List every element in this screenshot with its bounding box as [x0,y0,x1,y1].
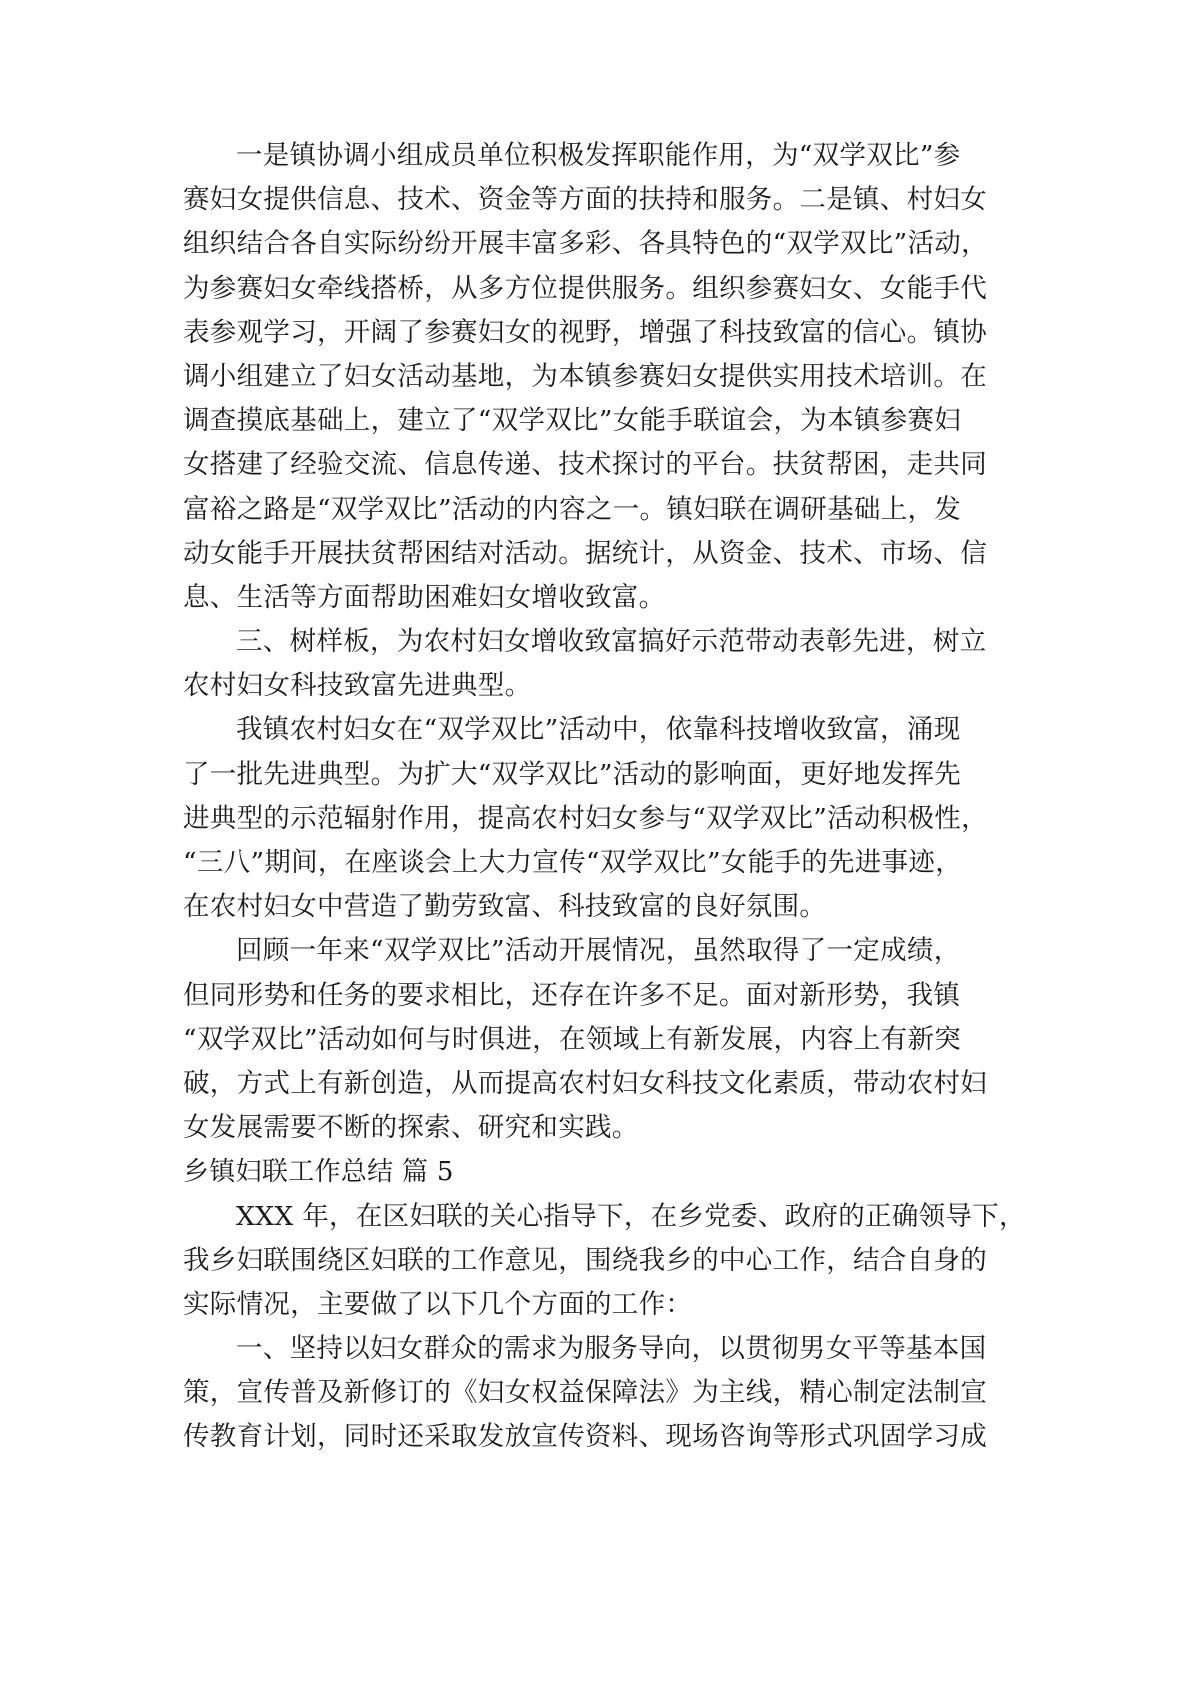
document-body [183,134,1026,1460]
text-line: 调小组建立了妇女活动基地，为本镇参赛妇女提供实用技术培训。在 [183,360,987,392]
text-line: XXX 年，在区妇联的关心指导下，在乡党委、政府的正确领导下， [236,1200,1026,1232]
text-line: 回顾一年来“双学双比”活动开展情况，虽然取得了一定成绩， [236,935,961,967]
text-line: 进典型的示范辐射作用，提高农村妇女参与“双学双比”活动积极性， [183,802,988,834]
text-line: 但同形势和任务的要求相比，还存在许多不足。面对新形势，我镇 [183,979,961,1011]
text-line: 女搭建了经验交流、信息传递、技术探讨的平台。扶贫帮困，走共同 [183,449,987,481]
text-line: 组织结合各自实际纷纷开展丰富多彩、各具特色的“双学双比”活动， [183,228,988,260]
text-line: 三、树样板，为农村妇女增收致富搞好示范带动表彰先进，树立 [236,626,987,658]
text-line: “双学双比”活动如何与时俱进，在领域上有新发展，内容上有新突 [183,1023,962,1055]
text-line: 传教育计划，同时还采取发放宣传资料、现场咨询等形式巩固学习成 [183,1421,987,1453]
section-heading: 乡镇妇联工作总结 篇 5 [183,1157,454,1188]
text-line: 息、生活等方面帮助困难妇女增收致富。 [183,581,666,613]
text-line: 了一批先进典型。为扩大“双学双比”活动的影响面，更好地发挥先 [183,758,962,790]
text-line: 女发展需要不断的探索、研究和实践。 [183,1112,639,1144]
text-line: 农村妇女科技致富先进典型。 [183,670,532,702]
text-line: 一是镇协调小组成员单位积极发挥职能作用，为“双学双比”参 [236,140,961,171]
text-line: 在农村妇女中营造了勤劳致富、科技致富的良好氛围。 [183,891,827,923]
text-line: 策，宣传普及新修订的《妇女权益保障法》为主线，精心制定法制宣 [183,1377,987,1409]
text-line: 表参观学习，开阔了参赛妇女的视野，增强了科技致富的信心。镇协 [183,316,987,348]
text-line: “三八”期间，在座谈会上大力宣传“双学双比”女能手的先进事迹， [183,847,962,878]
text-line: 为参赛妇女牵线搭桥，从多方位提供服务。组织参赛妇女、女能手代 [183,272,987,304]
text-line: 我镇农村妇女在“双学双比”活动中，依靠科技增收致富，涌现 [236,714,961,746]
text-line: 富裕之路是“双学双比”活动的内容之一。镇妇联在调研基础上，发 [183,493,962,525]
text-line: 赛妇女提供信息、技术、资金等方面的扶持和服务。二是镇、村妇女 [183,184,987,216]
text-line: 实际情况，主要做了以下几个方面的工作： [183,1288,693,1320]
text-line: 我乡妇联围绕区妇联的工作意见，围绕我乡的中心工作，结合自身的 [183,1244,987,1276]
text-line: 破，方式上有新创造，从而提高农村妇女科技文化素质，带动农村妇 [183,1067,987,1099]
text-line: 一、坚持以妇女群众的需求为服务导向，以贯彻男女平等基本国 [236,1333,987,1365]
text-line: 动女能手开展扶贫帮困结对活动。据统计，从资金、技术、市场、信 [183,537,987,569]
text-line: 调查摸底基础上，建立了“双学双比”女能手联谊会，为本镇参赛妇 [183,405,962,437]
